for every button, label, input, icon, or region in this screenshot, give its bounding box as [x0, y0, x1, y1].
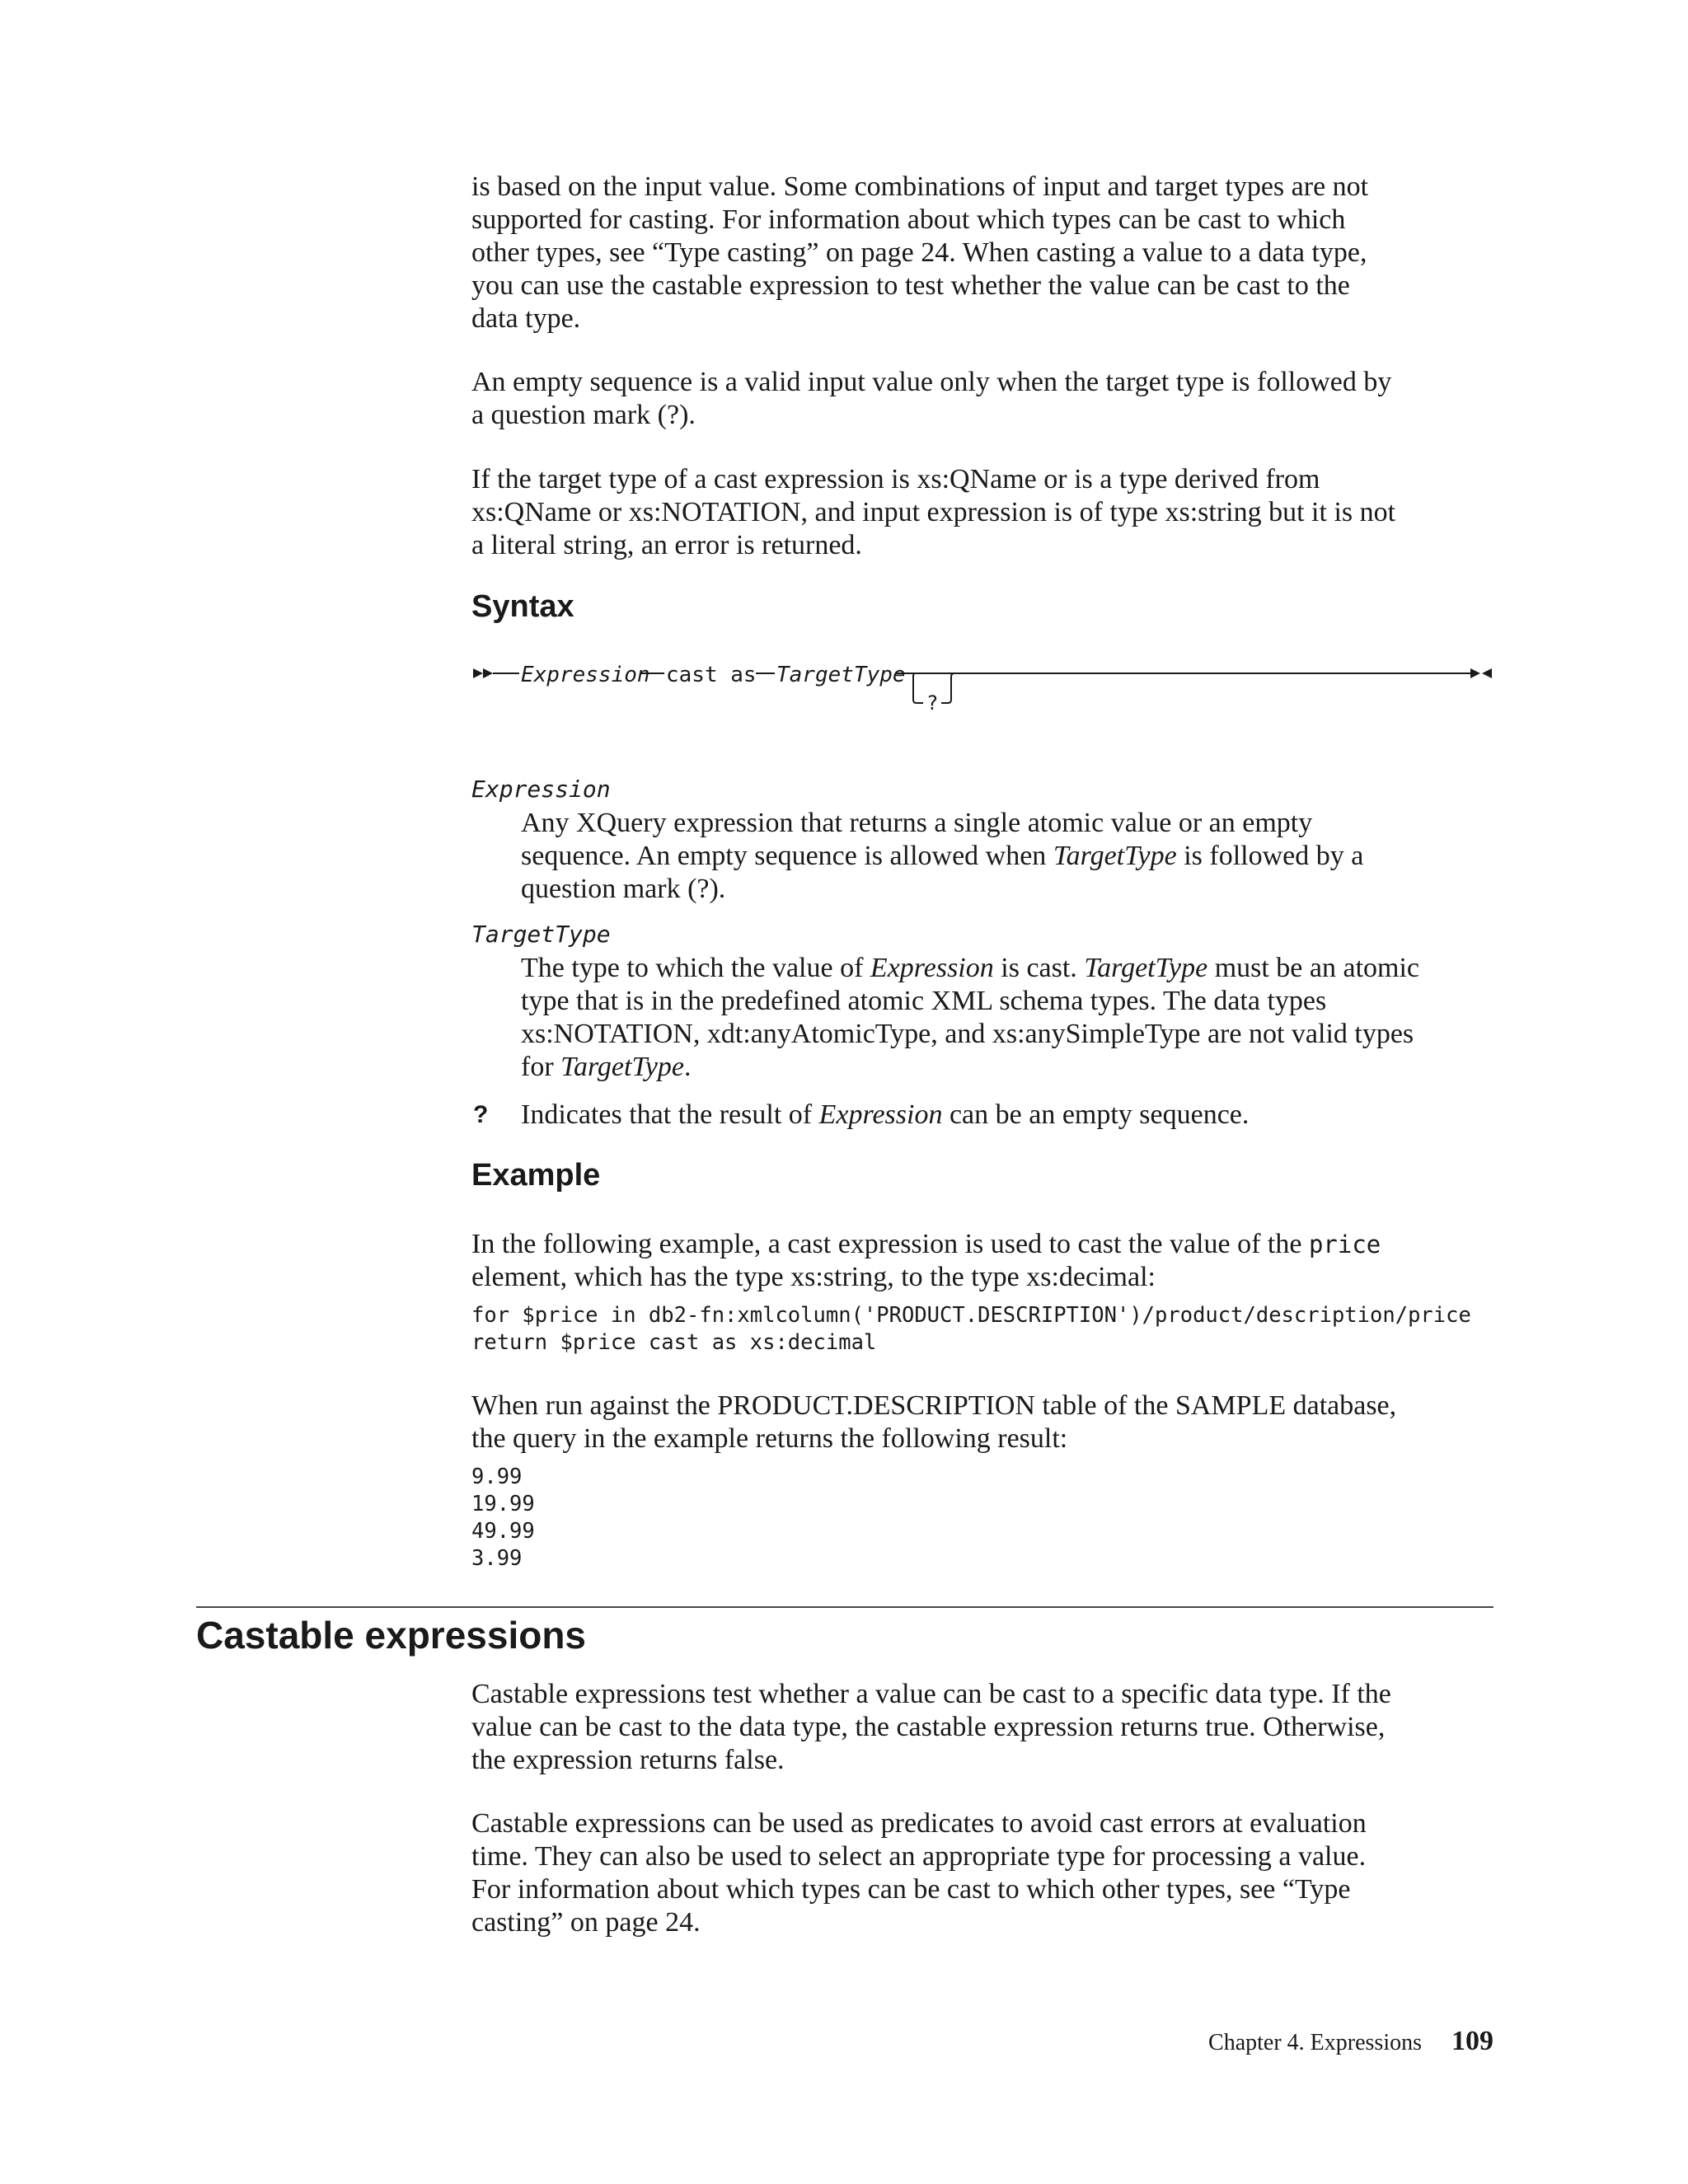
- term-label: ?: [473, 1101, 489, 1128]
- result-line: 49.99: [471, 1519, 535, 1544]
- text-span: The type to which the value of: [521, 953, 864, 983]
- syntax-diagram: [471, 655, 1498, 721]
- end-arrows-icon: [1470, 668, 1492, 678]
- example-code-block: [471, 1302, 1493, 1357]
- text-line: For information about which types can be cast to which other types, see “Type: [471, 1874, 1351, 1905]
- code-line: return $price cast as xs:decimal: [471, 1330, 877, 1355]
- example-intro: [471, 1228, 1493, 1294]
- text-line: element, which has the type xs:string, to the type xs:decimal:: [471, 1262, 1156, 1292]
- text-line: the query in the example returns the following result:: [471, 1423, 1068, 1454]
- text-line: other types, see “Type casting” on page 24. When casting a value to a data type,: [471, 237, 1367, 268]
- text-line: xs:QName or xs:NOTATION, and input expression is of type xs:string but it is not: [471, 497, 1396, 527]
- castable-paragraph-2: [471, 1807, 1493, 1939]
- definition-term-expression: [471, 775, 1493, 804]
- emphasis: Expression: [818, 1099, 943, 1130]
- intro-paragraph-1: [471, 171, 1493, 335]
- text-line: [521, 1051, 1493, 1084]
- example-results: [471, 1464, 1493, 1572]
- definition-term-targettype: [471, 920, 1493, 949]
- definition-question: [471, 1099, 1493, 1132]
- text-line: [521, 952, 1493, 985]
- footer-chapter: Chapter 4. Expressions: [1208, 2030, 1422, 2055]
- text-line: supported for casting. For information about which types can be cast to which: [471, 204, 1346, 235]
- text-line: Any XQuery expression that returns a single atomic value or an empty: [521, 808, 1313, 838]
- start-arrows-icon: [473, 668, 493, 678]
- text-span: can be an empty sequence.: [949, 1099, 1250, 1130]
- text-line: data type.: [471, 303, 581, 334]
- syntax-target-type: TargetType: [776, 663, 906, 687]
- text-line: Castable expressions test whether a value can be cast to a specific data type. If the: [471, 1679, 1391, 1709]
- text-line: casting” on page 24.: [471, 1907, 701, 1938]
- section-heading: Example: [471, 1158, 601, 1193]
- text-line: a question mark (?).: [471, 400, 696, 430]
- section-heading: Syntax: [471, 589, 574, 624]
- text-line: question mark (?).: [521, 874, 726, 904]
- result-line: 3.99: [471, 1546, 523, 1571]
- syntax-optional-marker: ?: [926, 691, 939, 715]
- text-line: the expression returns false.: [471, 1745, 785, 1775]
- example-result-intro: [471, 1390, 1493, 1455]
- text-line: An empty sequence is a valid input value only when the target type is followed by: [471, 367, 1392, 397]
- text-line: value can be cast to the data type, the castable expression returns true. Otherwise,: [471, 1712, 1386, 1742]
- text-line: If the target type of a cast expression is xs:QName or is a type derived from: [471, 464, 1320, 494]
- result-line: 19.99: [471, 1492, 535, 1516]
- text-span: is cast.: [1001, 953, 1077, 983]
- page-number: 109: [1451, 2026, 1493, 2056]
- intro-paragraph-3: [471, 463, 1493, 562]
- page-footer: [1208, 2026, 1493, 2057]
- syntax-expression: Expression: [521, 663, 650, 687]
- castable-heading: [196, 1612, 1493, 1658]
- term-label: TargetType: [471, 921, 611, 948]
- emphasis: Expression: [870, 953, 994, 983]
- emphasis: TargetType: [1053, 841, 1177, 871]
- inline-code: price: [1308, 1230, 1381, 1258]
- definition-body-targettype: [521, 952, 1493, 1084]
- intro-paragraph-2: [471, 366, 1493, 432]
- text-span: for: [521, 1052, 554, 1082]
- text-line: [471, 1228, 1493, 1261]
- text-line: time. They can also be used to select an appropriate type for processing a value.: [471, 1841, 1367, 1872]
- text-line: When run against the PRODUCT.DESCRIPTION table of the SAMPLE database,: [471, 1390, 1397, 1421]
- text-line: [521, 840, 1493, 873]
- text-line: type that is in the predefined atomic XML schema types. The data types: [521, 986, 1327, 1016]
- text-span: .: [684, 1052, 692, 1082]
- castable-paragraph-1: [471, 1678, 1493, 1777]
- text-line: a literal string, an error is returned.: [471, 530, 862, 560]
- text-line: Castable expressions can be used as predicates to avoid cast errors at evaluation: [471, 1808, 1367, 1839]
- text-span: sequence. An empty sequence is allowed when: [521, 841, 1047, 871]
- text-span: Indicates that the result of: [521, 1099, 813, 1130]
- text-span: In the following example, a cast expression is used to cast the value of the: [471, 1229, 1302, 1259]
- text-line: xs:NOTATION, xdt:anyAtomicType, and xs:anySimpleType are not valid types: [521, 1019, 1414, 1049]
- text-span: must be an atomic: [1214, 953, 1420, 983]
- text-line: you can use the castable expression to test whether the value can be cast to the: [471, 270, 1350, 301]
- text-span: is followed by a: [1184, 841, 1364, 871]
- example-heading: [471, 1156, 1493, 1194]
- emphasis: TargetType: [560, 1052, 685, 1082]
- definition-body-expression: [521, 807, 1493, 906]
- text-line: [521, 1099, 1493, 1132]
- emphasis: TargetType: [1084, 953, 1208, 983]
- text-line: is based on the input value. Some combinations of input and target types are not: [471, 171, 1369, 202]
- chapter-section-heading: Castable expressions: [196, 1614, 587, 1657]
- code-line: for $price in db2-fn:xmlcolumn('PRODUCT.DESCRIPTION')/product/description/price: [471, 1303, 1471, 1328]
- syntax-keyword: cast as: [666, 663, 757, 687]
- section-divider: [196, 1606, 1493, 1608]
- result-line: 9.99: [471, 1465, 523, 1489]
- syntax-heading: [471, 588, 1493, 626]
- term-label: Expression: [471, 776, 611, 803]
